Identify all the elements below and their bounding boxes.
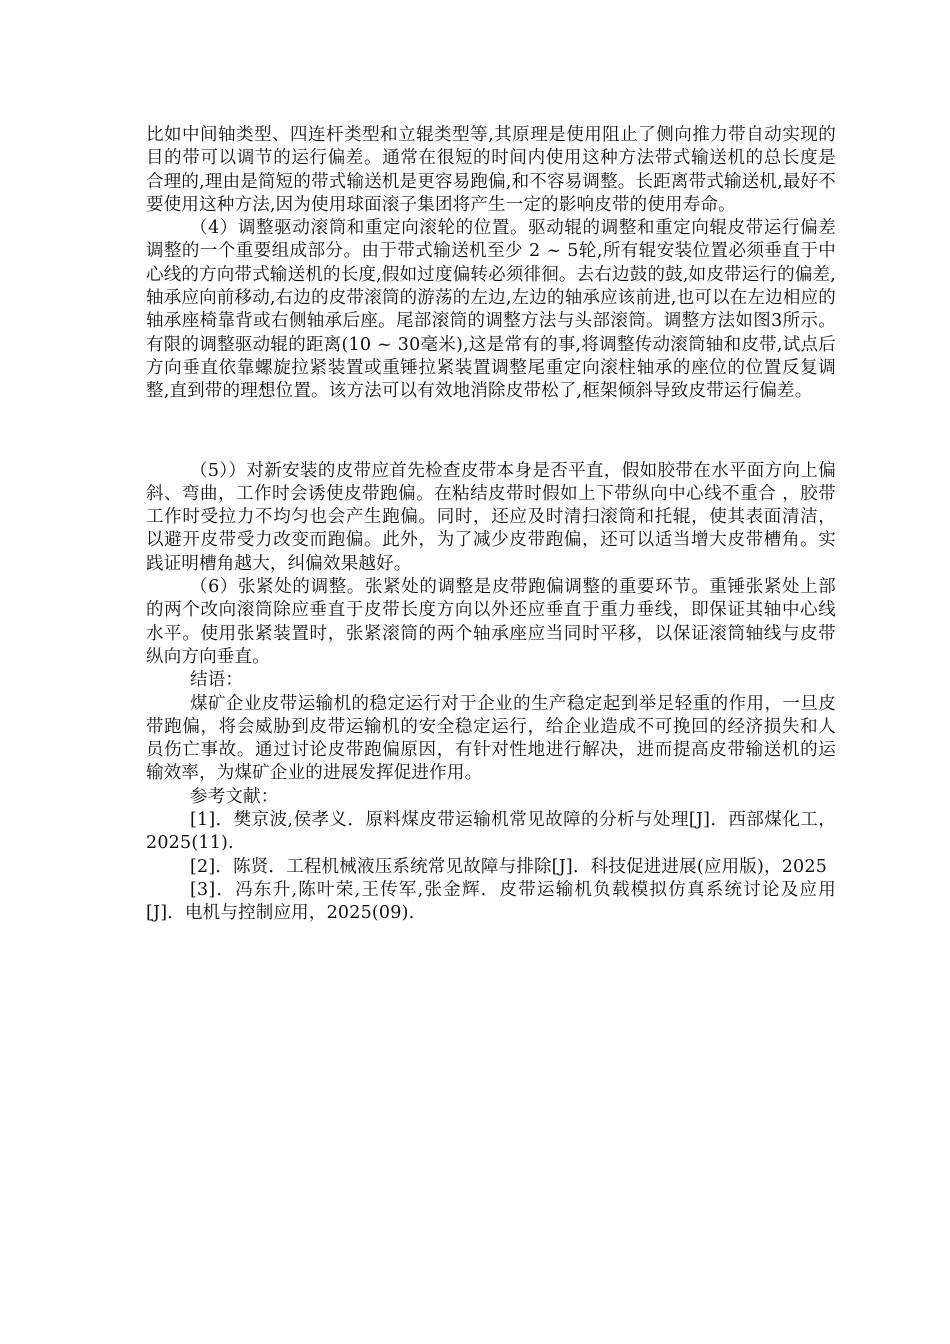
paragraph-step-4: （4）调整驱动滚筒和重定向滚轮的位置。驱动辊的调整和重定向辊皮带运行偏差调整的一个重要组成部分。由于带式输送机至少 2 ~ 5轮,所有辊安装位置必须垂直于中心线的方向带式输送机的长度,假如过度偏转必须徘徊。去右边鼓的鼓,如皮带运行的偏差,轴承应向前移动,右边的皮带滚筒的游荡的左边,左边的轴承应该前进,也可以在左边相应的轴承座椅靠背或右侧轴承后座。尾部滚筒的调整方法与头部滚筒。调整方法如图3所示。有限的调整驱动辊的距离(10 ~ 30毫米),这是常有的事,将调整传动滚筒轴和皮带,试点后方向垂直依靠螺旋拉紧装置或重锤拉紧装置调整尾重定向滚柱轴承的座位的位置反复调整,直到带的理想位置。该方法可以有效地消除皮带松了,框架倾斜导致皮带运行偏差。 bbox=[146, 218, 836, 402]
paragraph-mechanism: 比如中间轴类型、四连杆类型和立辊类型等,其原理是使用阻止了侧向推力带自动实现的目的带可以调节的运行偏差。通常在很短的时间内使用这种方法带式输送机的总长度是合理的,理由是简短的带式输送机是更容易跑偏,和不容易调整。长距离带式输送机,最好不要使用这种方法,因为使用球面滚子集团将产生一定的影响皮带的使用寿命。 bbox=[146, 125, 836, 215]
paragraph-step-6: （6）张紧处的调整。张紧处的调整是皮带跑偏调整的重要环节。重锤张紧处上部的两个改向滚筒除应垂直于皮带长度方向以外还应垂直于重力垂线，即保证其轴中心线水平。使用张紧装置时，张紧滚筒的两个轴承座应当同时平移，以保证滚筒轴线与皮带纵向方向垂直。 bbox=[146, 577, 836, 667]
reference-item: [3]．冯东升,陈叶荣,王传军,张金辉．皮带运输机负载模拟仿真系统讨论及应用[J]．电机与控制应用，2025(09). bbox=[146, 879, 836, 924]
paragraph-conclusion: 煤矿企业皮带运输机的稳定运行对于企业的生产稳定起到举足轻重的作用，一旦皮带跑偏，将会威胁到皮带运输机的安全稳定运行，给企业造成不可挽回的经济损失和人员伤亡事故。通过讨论皮带跑偏原因，有针对性地进行解决，进而提高皮带输送机的运输效率，为煤矿企业的进展发挥促进作用。 bbox=[146, 693, 836, 784]
conclusion-heading: 结语： bbox=[190, 670, 244, 691]
section-gap bbox=[146, 404, 836, 460]
reference-item: [1]．樊京波,侯孝义．原料煤皮带运输机常见故障的分析与处理[J]．西部煤化工，2025(11). bbox=[146, 810, 836, 854]
document-body bbox=[146, 124, 836, 926]
references-heading: 参考文献： bbox=[190, 786, 279, 807]
reference-item: [2]．陈贤．工程机械液压系统常见故障与排除[J]．科技促进进展(应用版)，2025 bbox=[190, 856, 828, 877]
paragraph-step-5: （5））对新安装的皮带应首先检查皮带本身是否平直，假如胶带在水平面方向上偏斜、弯曲，工作时会诱使皮带跑偏。在粘结皮带时假如上下带纵向中心线不重合 ，胶带工作时受拉力不均匀也会产生跑偏。同时，还应及时清扫滚筒和托辊，使其表面清洁，以避开皮带受力改变而跑偏。此外，为了减少皮带跑偏，还可以适当增大皮带槽角。实践证明槽角越大，纠偏效果越好。 bbox=[146, 460, 836, 574]
